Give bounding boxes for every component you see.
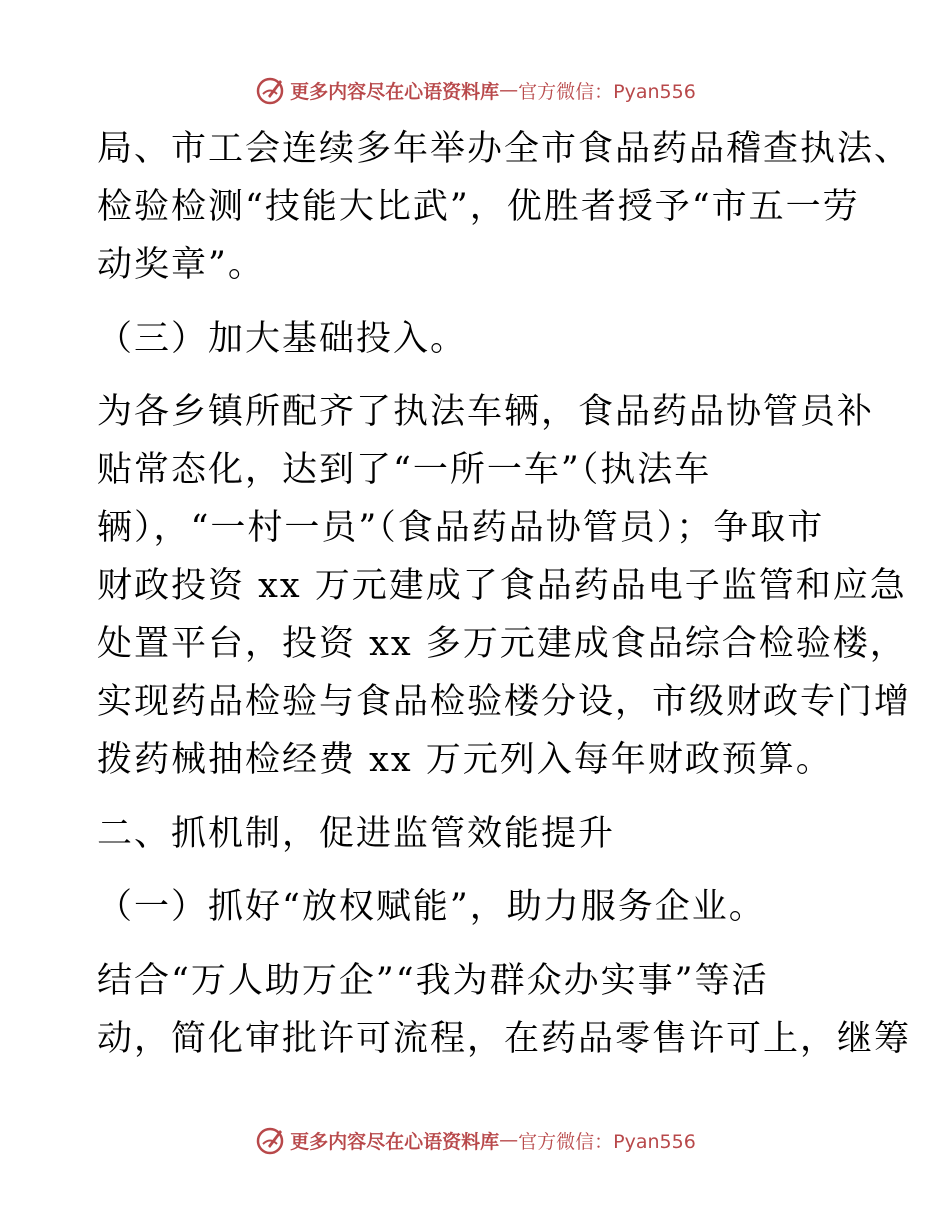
text-line: 拨药械抽检经费 xx 万元列入每年财政预算。 [97,740,833,780]
section-heading: （三）加大基础投入。 [97,319,468,359]
book-pen-logo-icon [254,1124,286,1156]
text-line: 动，简化审批许可流程，在药品零售许可上，继筹 [97,1019,912,1059]
watermark-brand: 更多内容尽在心语资料库 [290,1130,500,1153]
text-line: 动奖章”。 [97,245,265,285]
watermark-dash: — [499,79,519,101]
text-line: 结合“万人助万企”“我为群众办实事”等活 [97,961,769,1001]
text-line: 实现药品检验与食品检验楼分设，市级财政专门增 [97,682,912,722]
text-line: 局、市工会连续多年举办全市食品药品稽查执法、 [97,129,912,169]
text-line: 为各乡镇所配齐了执法车辆，食品药品协管员补 [97,392,875,432]
footer-watermark [0,1120,950,1160]
text-line: 处置平台，投资 xx 多万元建成食品综合检验楼， [97,624,907,664]
header-watermark [0,70,950,110]
text-line: 贴常态化，达到了“一所一车”（执法车 [97,450,712,490]
text-line: 检验检测“技能大比武”，优胜者授予“市五一劳 [97,187,860,227]
watermark-brand: 更多内容尽在心语资料库 [290,80,500,103]
section-heading: 二、抓机制，促进监管效能提升 [97,814,616,854]
section-heading: （一）抓好“放权赋能”，助力服务企业。 [97,887,766,927]
watermark-official-wechat: 官方微信：Pyan556 [518,1130,696,1153]
book-pen-logo-icon [254,74,286,106]
watermark-official-wechat: 官方微信：Pyan556 [518,80,696,103]
text-line: 财政投资 xx 万元建成了食品药品电子监管和应急 [97,566,907,606]
text-line: 辆），“一村一员”（食品药品协管员）；争取市 [97,508,825,548]
watermark-dash: — [499,1129,519,1151]
